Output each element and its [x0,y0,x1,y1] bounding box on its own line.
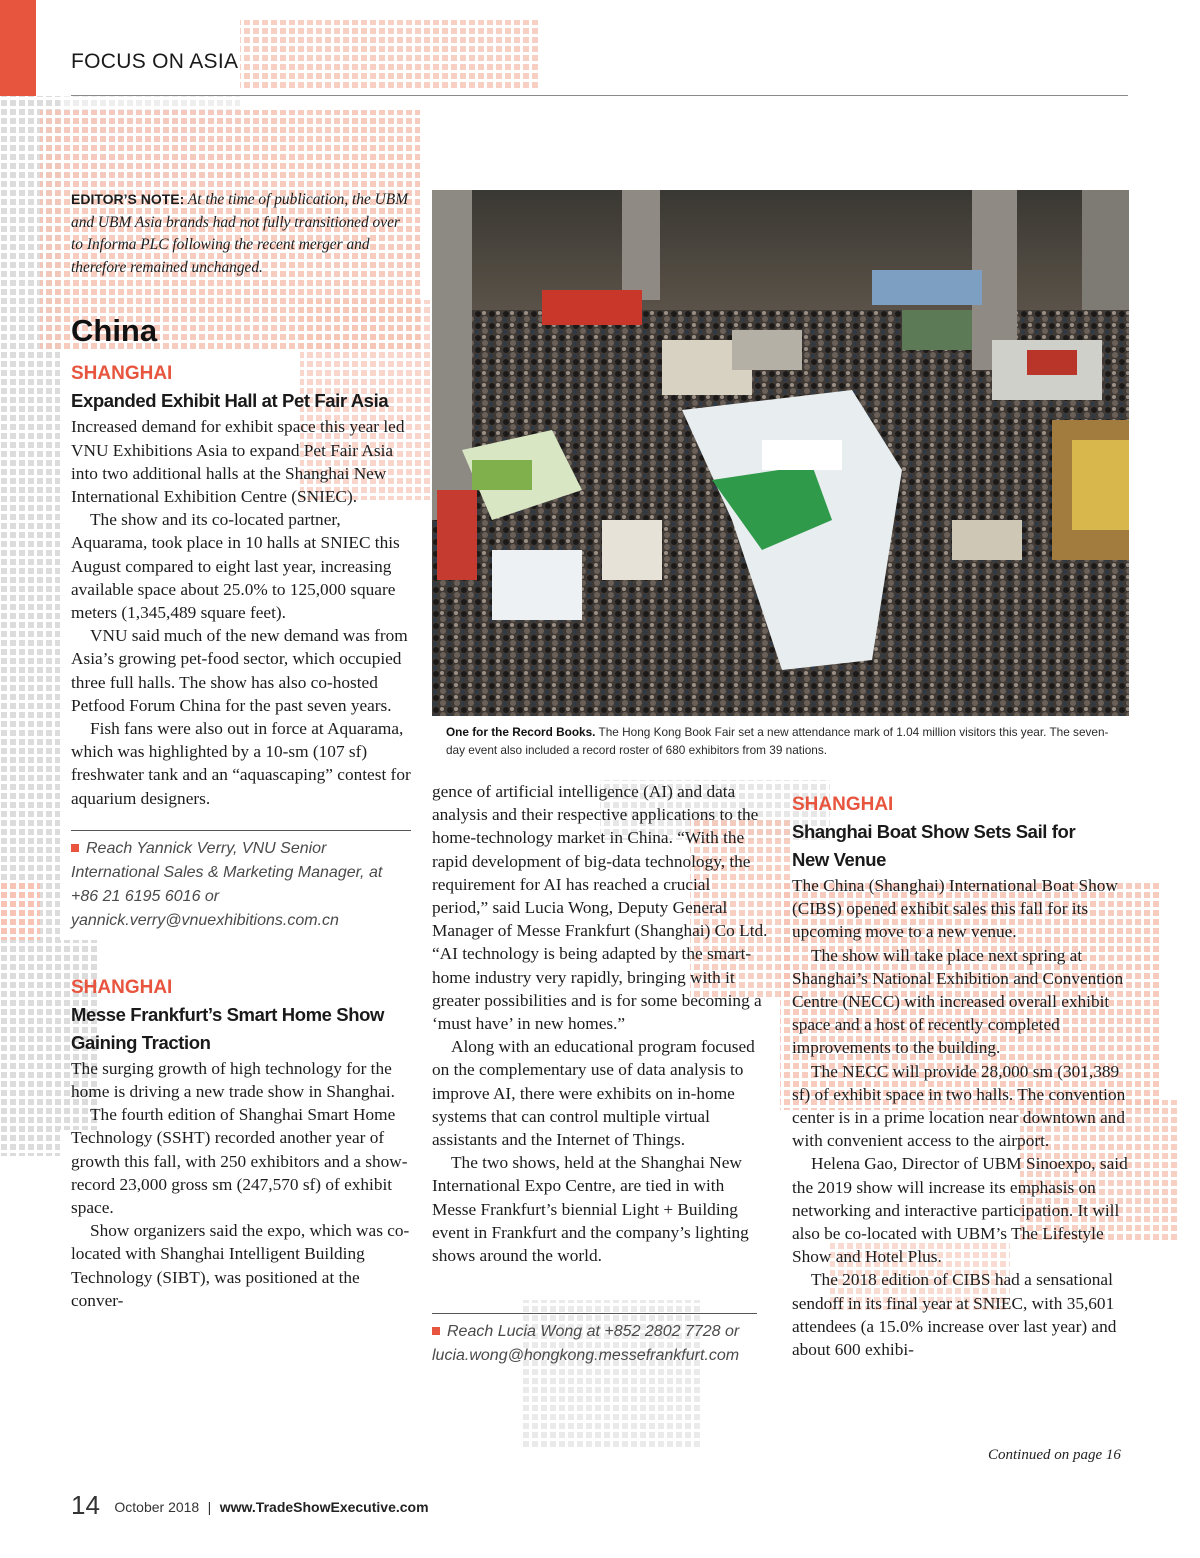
reach-divider [71,830,411,831]
article1-paragraph: VNU said much of the new demand was from Asia’s growing pet-food sector, which occupied three full halls. The show has also co-hosted Petfood Forum China for the past seven years. [71,626,408,715]
section-color-tab [0,0,36,96]
article2-paragraph: gence of artificial intelligence (AI) and data analysis and their respective applications to the home-technology market in China. “With the rapid development of big-data technology, the requirement for AI has reached a crucial period,” said Lucia Wong, Deputy General Manager of Messe Frankfurt (Shanghai) Co Ltd. “AI technology is being adapted by the smart-home industry very rapidly, bringing with it greater possibilities and is for some becoming a ‘must have’ in new homes.” [432,782,768,1034]
left-column [71,188,411,1312]
article3-paragraph: Helena Gao, Director of UBM Sinoexpo, said the 2019 show will increase its emphasis on networking and interactive participation. It will also be co-located with UBM’s The Lifestyle Show and Hotel Plus. [792,1154,1128,1267]
article3-paragraph: The NECC will provide 28,000 sm (301,389 sf) of exhibit space in two halls. The convention center is in a prime location near downtown and with convenient access to the airport. [792,1061,1126,1151]
article2-paragraph: The fourth edition of Shanghai Smart Home Technology (SSHT) recorded another year of growth this fall, with 250 exhibitors and a show-record 23,000 gross sm (247,570 sf) of exhibit space. [71,1105,408,1218]
editors-note-label: EDITOR’S NOTE: [71,191,185,207]
article2-paragraph: The surging growth of high technology for the home is driving a new trade show in Shanghai. [71,1058,395,1102]
article2-paragraph: The two shows, held at the Shanghai New International Expo Centre, are tied in with Messe Frankfurt’s biennial Light + Building event in Frankfurt and the company’s lighting shows around the world. [432,1153,749,1266]
article1-paragraph: Increased demand for exhibit space this year led VNU Exhibitions Asia to expand Pet Fair Asia into two additional halls at the Shanghai New International Exhibition Centre (SNIEC). [71,417,405,506]
footer-separator: | [207,1499,212,1515]
reach-divider [432,1313,757,1314]
website-link[interactable]: www.TradeShowExecutive.com [219,1499,429,1515]
article1-headline: Expanded Exhibit Hall at Pet Fair Asia [71,390,389,412]
continued-note: Continued on page 16 [988,1447,1121,1463]
page-number: 14 [71,1490,100,1520]
article2-headline: Messe Frankfurt’s Smart Home Show Gaining Traction [71,1003,385,1053]
region-heading: China [71,313,158,349]
photo-caption [446,723,1116,759]
bullet-square-icon [432,1327,440,1335]
section-title: FOCUS ON ASIA [71,50,239,73]
article3-paragraph: The show will take place next spring at Shanghai’s National Exhibition and Convention Centre (NECC) with increased overall exhibit space and a host of recently completed improvements to the building. [792,945,1124,1058]
crowd-photo-illustration [432,190,1129,716]
article2-paragraph: Show organizers said the expo, which was co-located with Shanghai Intelligent Building Technology (SIBT), was positioned at the conver- [71,1221,410,1310]
bullet-square-icon [71,844,79,852]
book-fair-photo [432,190,1129,716]
article3-kicker: SHANGHAI [792,794,894,815]
article1-contact: Reach Yannick Verry, VNU Senior International Sales & Marketing Manager, at +86 21 6195 6016 or yannick.verry@vnuexhibitions.com.cn [71,839,383,929]
header-divider [71,95,1128,96]
caption-text: The Hong Kong Book Fair set a new attendance mark of 1.04 million visitors this year. The seven-day event also included a record roster of 680 exhibitors from 39 nations. [446,725,1109,757]
article3-headline: Shanghai Boat Show Sets Sail for New Venue [792,821,1076,870]
article1-paragraph: The show and its co-located partner, Aquarama, took place in 10 halls at SNIEC this August compared to eight last year, increasing available space about 25.0% to 125,000 square meters (1,345,489 square feet). [71,510,400,622]
page-footer [71,1490,429,1521]
article1-paragraph: Fish fans were also out in force at Aquarama, which was highlighted by a 10-sm (107 sf) freshwater tank and an “aquascaping” contest for aquarium designers. [71,719,411,808]
article1-kicker: SHANGHAI [71,363,173,385]
article2-contact: Reach Lucia Wong at +852 2802 7728 or lucia.wong@hongkong.messefrankfurt.com [432,1323,740,1365]
editors-note [71,188,411,279]
article2-paragraph: Along with an educational program focused on the complementary use of data analysis to improve AI, there were exhibits on in-home systems that can control multiple virtual assistants and the Internet of Things. [432,1037,755,1150]
article3-paragraph: The 2018 edition of CIBS had a sensational sendoff in its final year at SNIEC, with 35,601 attendees (a 15.0% increase over last year) and about 600 exhibi- [792,1270,1117,1360]
middle-column [432,780,770,1368]
article3-paragraph: The China (Shanghai) International Boat Show (CIBS) opened exhibit sales this fall for its upcoming move to a new venue. [792,876,1118,942]
article2-kicker: SHANGHAI [71,976,173,998]
caption-title: One for the Record Books. [446,725,596,739]
right-column [792,792,1130,1361]
editors-note-text: At the time of publication, the UBM and UBM Asia brands had not fully transitioned over to Informa PLC following the recent merger and therefore remained unchanged. [71,191,409,276]
issue-date: October 2018 [114,1499,200,1515]
